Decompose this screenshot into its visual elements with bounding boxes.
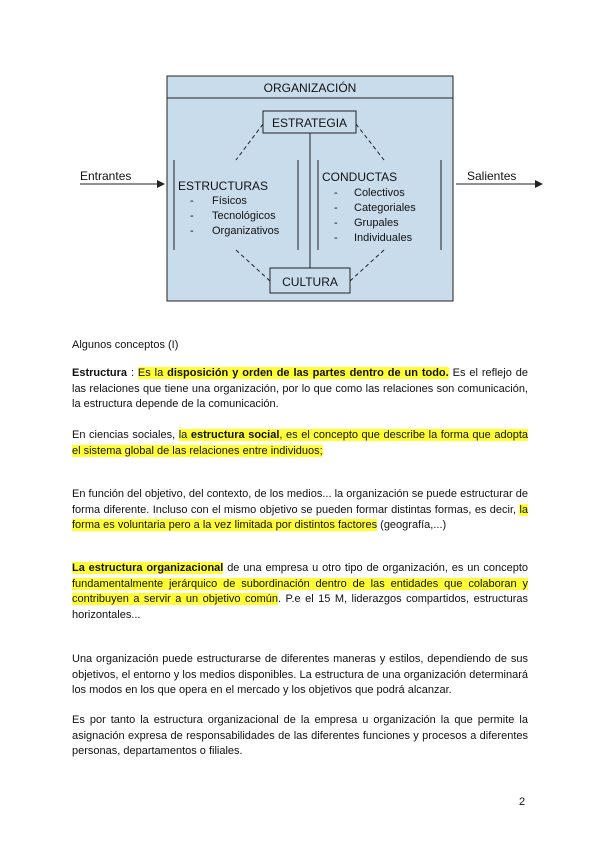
structures-dash-2: - xyxy=(190,210,194,222)
p1-highlight-bold: disposición y orden de las partes dentro de un todo. xyxy=(167,367,449,379)
paragraph-responsibilities: Es por tanto la estructura organizacional de la empresa u organización la que permite la asignación expresa de responsabilidades de las diferentes funciones y procesos a diferentes personas, departamentos o filiales. xyxy=(72,714,528,757)
paragraph-objective xyxy=(72,487,528,534)
culture-label: CULTURA xyxy=(282,275,338,289)
behaviors-item-3: Grupales xyxy=(354,217,399,229)
structures-item-2: Tecnológicos xyxy=(212,210,276,222)
behaviors-dash-1: - xyxy=(334,187,338,199)
behaviors-item-2: Categoriales xyxy=(354,202,416,214)
structures-heading: ESTRUCTURAS xyxy=(178,179,269,193)
p4-mid: de una empresa u otro tipo de organización, es un concepto xyxy=(223,562,528,574)
structures-dash-3: - xyxy=(190,225,194,237)
inputs-label: Entrantes xyxy=(80,169,132,183)
p1-colon: : xyxy=(127,367,138,379)
structures-item-3: Organizativos xyxy=(212,225,280,237)
paragraph-social-structure xyxy=(72,428,528,459)
paragraph-structure-definition xyxy=(72,366,528,413)
organization-diagram xyxy=(0,0,600,310)
p3-end: (geografía,...) xyxy=(377,519,447,531)
p2-highlight-bold: estructura social xyxy=(190,429,280,441)
term-estructura: Estructura xyxy=(72,367,128,379)
outputs-label: Salientes xyxy=(467,169,517,183)
structures-dash-1: - xyxy=(190,195,194,207)
p4-end: . P.e el 15 M, liderazgos compartidos, estructuras horizontales... xyxy=(72,593,528,621)
behaviors-heading: CONDUCTAS xyxy=(322,170,398,184)
p3-highlight: la forma es voluntaria pero a la vez limitada por distintos factores xyxy=(72,503,528,531)
p1-rest: Es el reflejo de las relaciones que tiene una organización, por lo que como las relaciones son comunicación, la estructura depende de la comunicación. xyxy=(72,367,528,410)
structures-item-1: Físicos xyxy=(212,195,247,207)
p4-highlight: fundamentalmente jerárquico de subordinación dentro de las entidades que colaboran y contribuyen a servir a un objetivo común xyxy=(72,577,528,605)
p2-highlight-prefix: la xyxy=(178,429,191,441)
section-title: Algunos conceptos (I) xyxy=(72,339,179,351)
behaviors-dash-3: - xyxy=(334,217,338,229)
p3-text: En función del objetivo, del contexto, de los medios... la organización se puede estructurar de forma diferente. Incluso con el mismo objetivo se pueden formar distintas formas, es decir, xyxy=(72,488,528,516)
p2-intro: En ciencias sociales, xyxy=(72,429,179,441)
behaviors-item-1: Colectivos xyxy=(354,187,405,199)
p1-highlight-prefix: Es la xyxy=(137,367,168,379)
strategy-label: ESTRATEGIA xyxy=(271,116,348,130)
behaviors-dash-4: - xyxy=(334,232,338,244)
page-number: 2 xyxy=(519,796,526,808)
p2-highlight-rest: , es el concepto que describe la forma que adopta el sistema global de las relaciones entre individuos; xyxy=(72,429,528,457)
organization-title: ORGANIZACIÓN xyxy=(263,81,357,95)
paragraph-organizational-structure xyxy=(72,561,528,623)
paragraph-ways-to-structure: Una organización puede estructurarse de diferentes maneras y estilos, dependiendo de sus objetivos, el entorno y los medios disponibles. La estructura de una organización determinará los modos en los que opera en el mercado y los objetivos que podrá alcanzar. xyxy=(72,653,528,696)
behaviors-item-4: Individuales xyxy=(354,232,413,244)
behaviors-dash-2: - xyxy=(334,202,338,214)
p4-highlight-bold: La estructura organizacional xyxy=(72,562,224,574)
